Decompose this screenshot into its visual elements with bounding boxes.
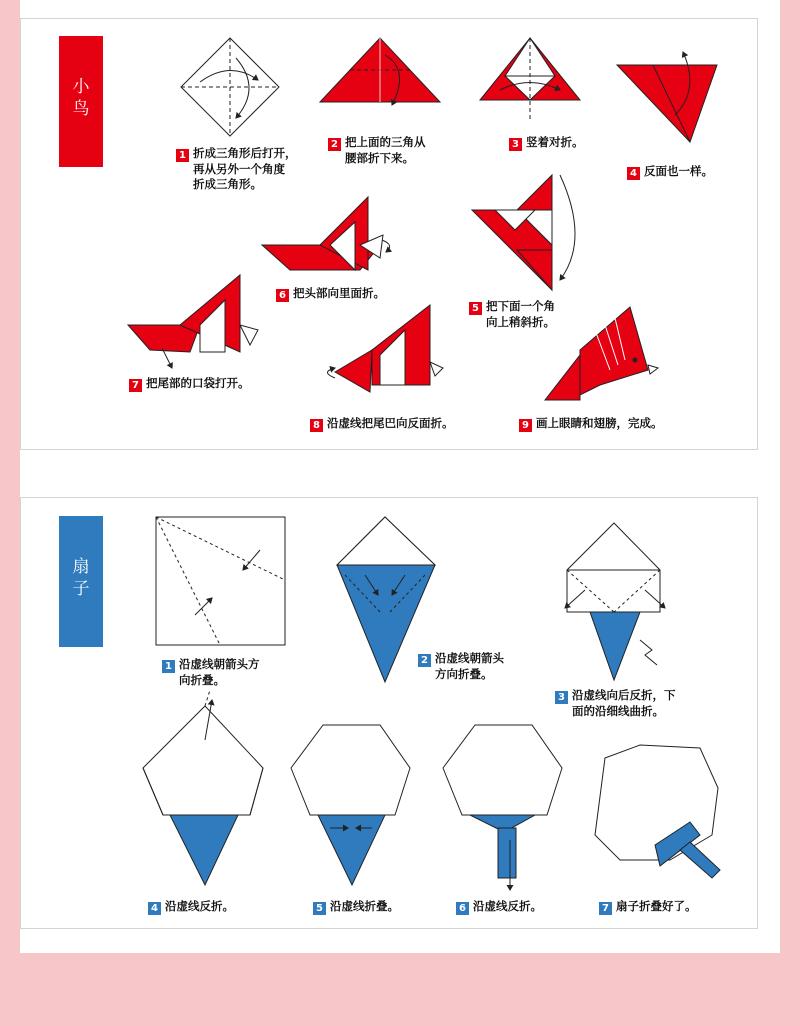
caption-line: 沿虚线朝箭头 — [435, 651, 504, 665]
caption-line: 沿虚线反折。 — [473, 899, 542, 913]
caption-line: 把上面的三角从 — [345, 135, 426, 149]
caption-line: 方向折叠。 — [435, 667, 493, 681]
caption-line: 反面也一样。 — [644, 164, 713, 178]
fan-step-caption — [599, 899, 697, 915]
step-number-badge: 6 — [276, 289, 289, 302]
step-number-badge: 8 — [310, 419, 323, 432]
step-number-badge: 5 — [313, 902, 326, 915]
step-number-badge: 6 — [456, 902, 469, 915]
fan-title-char: 扇 — [72, 557, 90, 577]
bird-step9-diagram — [545, 307, 658, 400]
fan-step7-diagram — [595, 745, 720, 878]
bird-step-caption — [519, 416, 663, 432]
caption-line: 折成三角形后打开， — [193, 146, 297, 160]
bird-step5-diagram — [472, 175, 575, 290]
fan-title-char: 子 — [72, 579, 90, 599]
bird-step-caption — [176, 146, 297, 192]
caption-line: 向折叠。 — [179, 673, 225, 687]
fan-step-caption — [313, 899, 399, 915]
step-number-badge: 2 — [328, 138, 341, 151]
bird-step-caption — [276, 286, 385, 302]
step-number-badge: 4 — [627, 167, 640, 180]
fan-step-caption — [555, 688, 676, 719]
fan-step3-diagram — [565, 523, 665, 680]
step-number-badge: 3 — [555, 691, 568, 704]
fan-step4-diagram — [143, 690, 263, 885]
fan-step-caption — [162, 657, 260, 688]
bird-step-caption — [469, 299, 555, 330]
step-number-badge: 7 — [599, 902, 612, 915]
caption-line: 扇子折叠好了。 — [616, 899, 697, 913]
bird-step6-diagram — [262, 197, 390, 270]
bird-step7-diagram — [128, 275, 258, 368]
fan-step1-diagram — [156, 517, 285, 645]
step-number-badge: 1 — [162, 660, 175, 673]
caption-line: 腰部折下来。 — [345, 151, 414, 165]
caption-line: 把下面一个角 — [486, 299, 555, 313]
caption-line: 沿虚线向后反折，下 — [572, 688, 676, 702]
caption-line: 把尾部的口袋打开。 — [146, 376, 250, 390]
fan-step5-diagram — [291, 725, 410, 885]
fan-step-caption — [148, 899, 234, 915]
bird-step-caption — [328, 135, 426, 166]
caption-line: 折成三角形。 — [193, 177, 262, 191]
step-number-badge: 1 — [176, 149, 189, 162]
caption-line: 向上稍斜折。 — [486, 315, 555, 329]
step-number-badge: 5 — [469, 302, 482, 315]
caption-line: 再从另外一个角度 — [193, 162, 285, 176]
bird-step2-diagram — [320, 38, 440, 105]
step-number-badge: 3 — [509, 138, 522, 151]
fan-step6-diagram — [443, 725, 562, 890]
bird-title-char: 鸟 — [72, 99, 90, 119]
caption-line: 面的沿细线曲折。 — [572, 704, 664, 718]
step-number-badge: 7 — [129, 379, 142, 392]
caption-line: 沿虚线折叠。 — [330, 899, 399, 913]
bird-step-caption — [627, 164, 713, 180]
bird-step8-diagram — [328, 305, 444, 392]
caption-line: 竖着对折。 — [526, 135, 584, 149]
step-number-badge: 4 — [148, 902, 161, 915]
bird-step-caption — [509, 135, 584, 151]
bird-title-char: 小 — [72, 77, 90, 97]
fan-step-caption — [456, 899, 542, 915]
caption-line: 沿虚线把尾巴向反面折。 — [327, 416, 454, 430]
caption-line: 沿虚线反折。 — [165, 899, 234, 913]
bird-step4-diagram — [617, 52, 717, 142]
fan-step-caption — [418, 651, 504, 682]
bird-step-caption — [129, 376, 250, 392]
step-number-badge: 2 — [418, 654, 431, 667]
caption-line: 沿虚线朝箭头方 — [179, 657, 260, 671]
bird-step1-diagram — [181, 38, 279, 136]
bird-step3-diagram — [480, 38, 580, 120]
caption-line: 画上眼睛和翅膀，完成。 — [536, 416, 663, 430]
bird-step-caption — [310, 416, 454, 432]
step-number-badge: 9 — [519, 419, 532, 432]
caption-line: 把头部向里面折。 — [293, 286, 385, 300]
